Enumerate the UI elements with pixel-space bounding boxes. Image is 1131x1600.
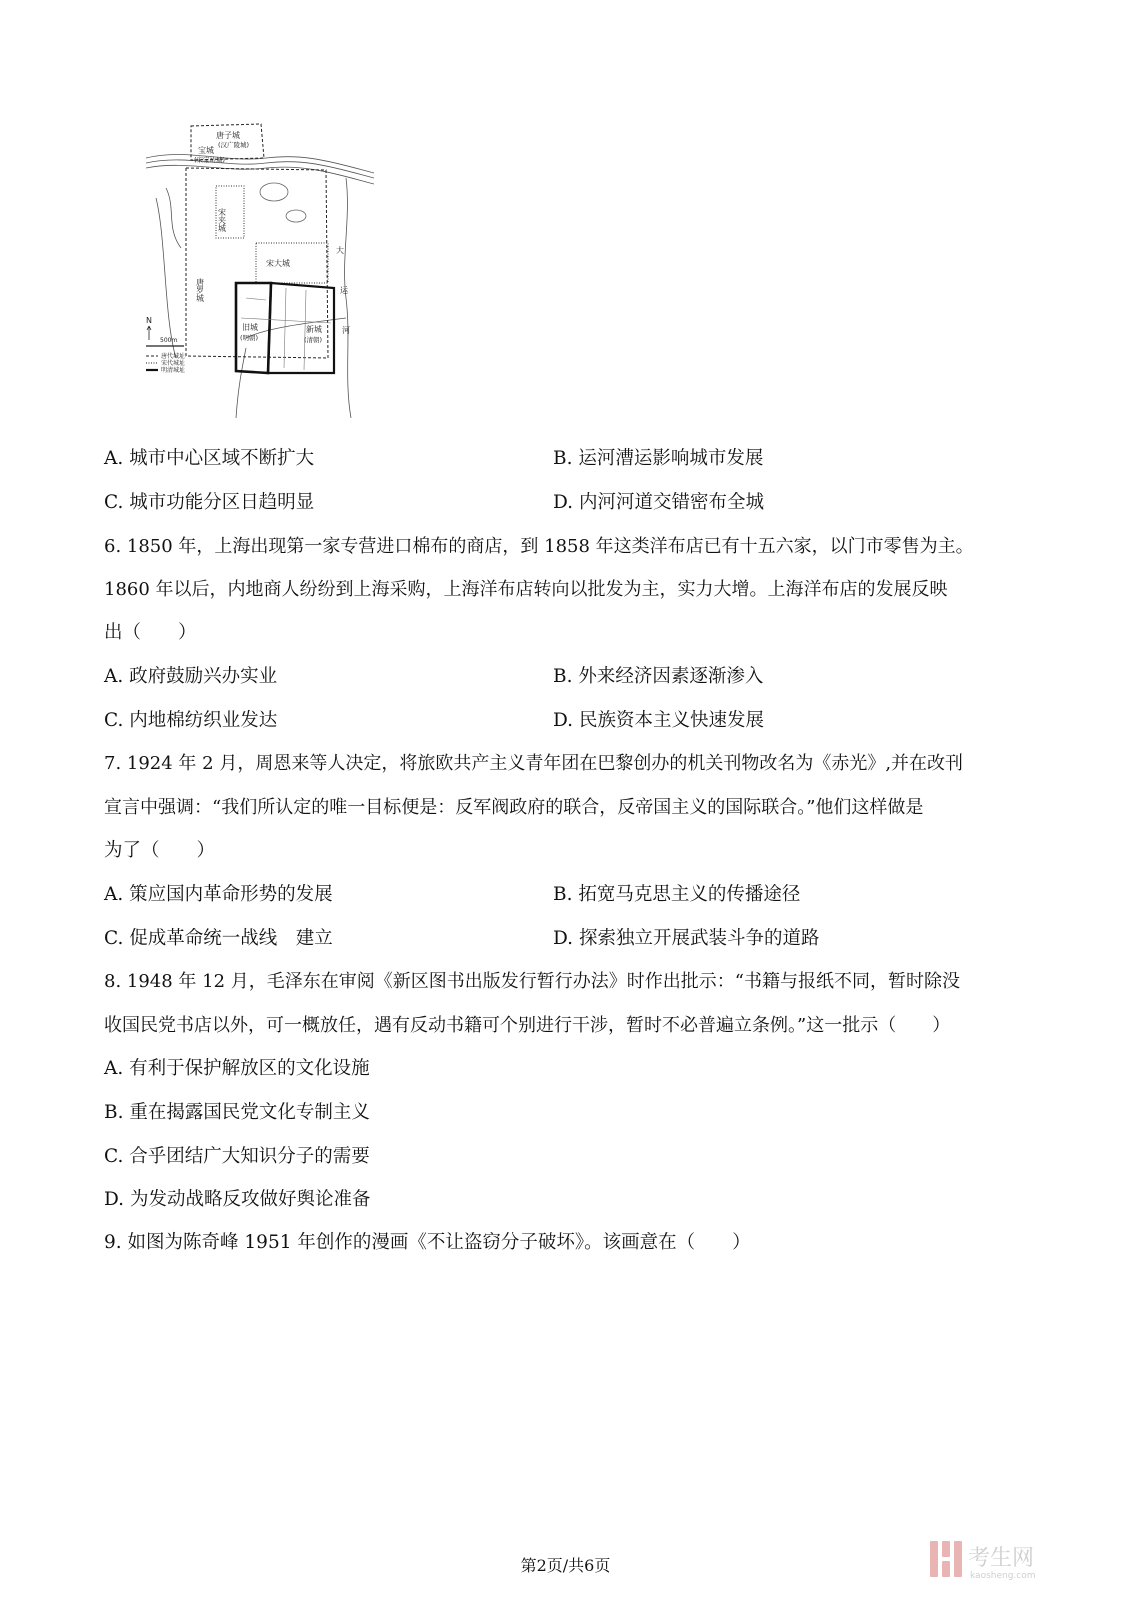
q7-option-b: B. 拓宽马克思主义的传播途径 (553, 884, 801, 905)
city-map-figure (146, 118, 374, 418)
q7-option-a: A. 策应国内革命形势的发展 (104, 884, 333, 905)
q7-stem-line-3: 为了（ ） (104, 840, 216, 861)
q8-option-a: A. 有利于保护解放区的文化设施 (104, 1058, 370, 1079)
q6-stem-line-2: 1860 年以后，内地商人纷纷到上海采购，上海洋布店转向以批发为主，实力大增。上海洋布店的发展反映 (104, 579, 948, 600)
map-label-he: 河 (342, 326, 350, 335)
map-label-songbaoyou: (宋宝祐城) (194, 156, 226, 164)
q6-option-a: A. 政府鼓励兴办实业 (104, 666, 278, 687)
city-map-svg (146, 118, 374, 418)
legend-mingqing: 明清城址 (161, 367, 186, 374)
map-label-tangluocheng: 唐罗城 (195, 278, 205, 302)
q5-option-a: A. 城市中心区域不断扩大 (104, 448, 315, 469)
map-label-songdacheng: 宋大城 (266, 259, 290, 268)
map-label-jiucheng: 旧城 (242, 323, 258, 332)
north-arrow-icon (147, 326, 151, 340)
q7-stem-line-2: 宣言中强调：“我们所认定的唯一目标便是：反军阀政府的联合，反帝国主义的国际联合。”他们这样做是 (104, 797, 924, 818)
map-label-hanguangling: (汉广陵城) (218, 141, 250, 149)
q6-stem-line-1: 6. 1850 年，上海出现第一家专营进口棉布的商店，到 1858 年这类洋布店已有十五六家，以门市零售为主。 (104, 536, 974, 557)
q5-option-b: B. 运河漕运影响城市发展 (553, 448, 764, 469)
q6-stem-line-3: 出（ ） (104, 622, 197, 643)
q8-option-b: B. 重在揭露国民党文化专制主义 (104, 1102, 370, 1123)
map-label-qingchao: (清朝) (304, 336, 323, 344)
svg-text:考生网: 考生网 (968, 1546, 1035, 1571)
q7-option-d: D. 探索独立开展武装斗争的道路 (553, 928, 820, 949)
q5-option-c: C. 城市功能分区日趋明显 (104, 492, 315, 513)
kaosheng-logo-icon (928, 1537, 1088, 1581)
map-label-mingchao: (明朝) (240, 334, 259, 342)
map-label-yun: 运 (340, 286, 348, 295)
svg-text:kaosheng.com: kaosheng.com (970, 1571, 1036, 1581)
map-label-songjiacheng: 宋夹城 (217, 208, 227, 232)
q8-option-d: D. 为发动战略反攻做好舆论准备 (104, 1189, 371, 1210)
page-number: 第2页/共6页 (520, 1556, 611, 1575)
map-label-xincheng: 新城 (306, 325, 322, 334)
q8-stem-line-2: 收国民党书店以外，可一概放任，遇有反动书籍可个别进行干涉，暂时不必普遍立条例。”这一批示（ ） (104, 1015, 951, 1036)
map-legend (146, 352, 185, 374)
kaosheng-watermark (928, 1537, 1088, 1581)
scale-label: 500m (160, 337, 178, 344)
q6-option-d: D. 民族资本主义快速发展 (553, 710, 764, 731)
q9-stem: 9. 如图为陈奇峰 1951 年创作的漫画《不让盗窃分子破坏》。该画意在（ ） (104, 1232, 751, 1253)
q5-option-d: D. 内河河道交错密布全城 (553, 492, 764, 513)
q6-option-b: B. 外来经济因素逐渐渗入 (553, 666, 764, 687)
map-label-tangzicheng: 唐子城 (216, 131, 240, 140)
q7-stem-line-1: 7. 1924 年 2 月，周恩来等人决定，将旅欧共产主义青年团在巴黎创办的机关刊物改名为《赤光》,并在改刊 (104, 753, 964, 774)
north-label: N (146, 316, 152, 325)
legend-tang: 唐代城址 (161, 353, 186, 360)
map-label-baocheng: 宝城 (198, 146, 214, 155)
map-label-da: 大 (336, 246, 344, 255)
q8-stem-line-1: 8. 1948 年 12 月，毛泽东在审阅《新区图书出版发行暂行办法》时作出批示：“书籍与报纸不同，暂时除没 (104, 971, 960, 992)
q7-option-c: C. 促成革命统一战线 建立 (104, 928, 333, 949)
legend-song: 宋代城址 (161, 360, 186, 367)
q6-option-c: C. 内地棉纺织业发达 (104, 710, 278, 731)
q8-option-c: C. 合乎团结广大知识分子的需要 (104, 1146, 370, 1167)
